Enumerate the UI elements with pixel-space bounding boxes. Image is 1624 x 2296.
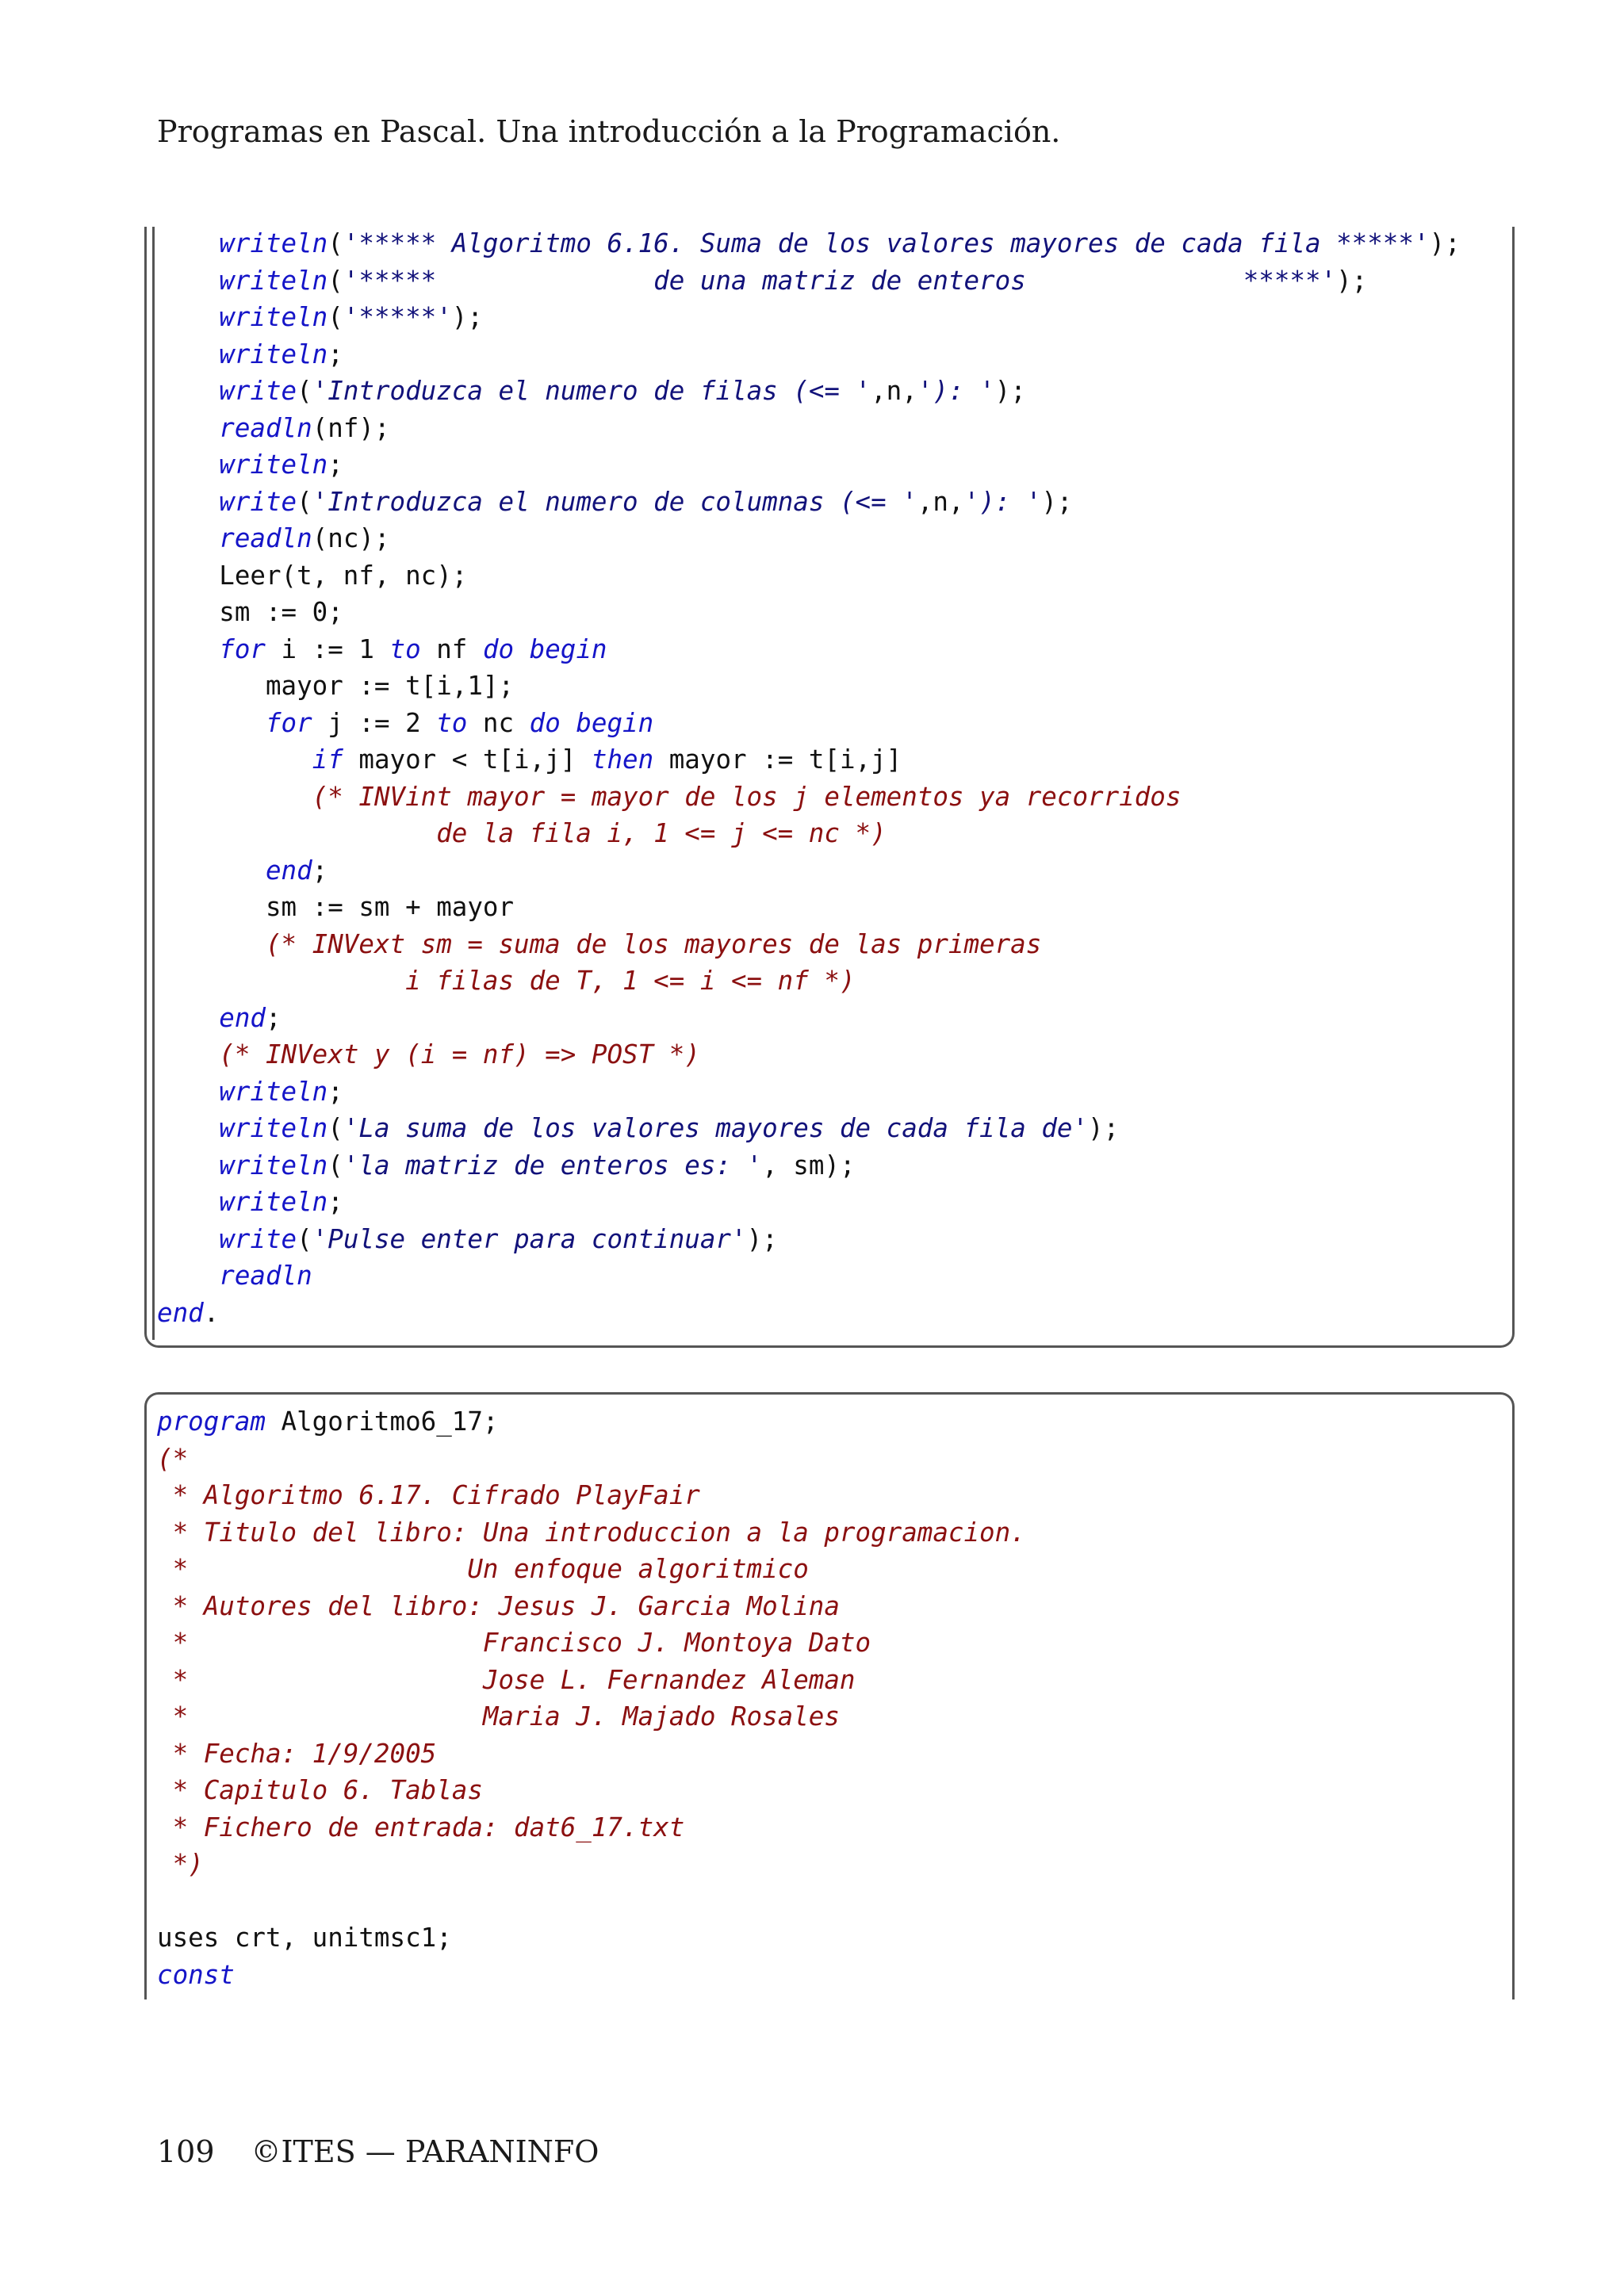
code-comment: * Algoritmo 6.17. Cifrado PlayFair — [157, 1480, 700, 1510]
code-text: ; — [327, 339, 343, 369]
code-text: mayor < t[i,j] — [343, 744, 592, 775]
code-keyword: do begin — [529, 707, 654, 738]
code-line — [157, 1957, 1026, 1994]
code-line — [157, 410, 1461, 447]
code-text — [157, 966, 405, 996]
code-line — [157, 520, 1461, 557]
code-text: mayor := t[i,j] — [653, 744, 902, 775]
code-line — [157, 1883, 1026, 1920]
code-keyword: writeln — [219, 1076, 328, 1107]
code-text — [157, 1003, 219, 1033]
code-keyword: readln — [219, 523, 312, 553]
code-text — [157, 413, 219, 443]
code-comment: * Titulo del libro: Una introduccion a la programacion. — [157, 1517, 1026, 1548]
code-keyword: if — [312, 744, 343, 775]
code-text: ( — [327, 302, 343, 332]
code-string: 'Introduzca el numero de columnas (<= ' — [312, 486, 917, 517]
code-text: ,n, — [871, 376, 917, 406]
code-line — [157, 1257, 1461, 1295]
code-text: ); — [1429, 228, 1461, 258]
code-line — [157, 336, 1461, 373]
code-comment: *) — [157, 1849, 204, 1879]
code-line — [157, 594, 1461, 631]
code-keyword: write — [219, 1223, 297, 1254]
code-line — [157, 1184, 1461, 1221]
code-line — [157, 1624, 1026, 1662]
code-comment: * Fecha: 1/9/2005 — [157, 1738, 437, 1769]
code-comment: i filas de T, 1 <= i <= nf *) — [405, 966, 856, 996]
code-comment: * Autores del libro: Jesus J. Garcia Molina — [157, 1590, 840, 1621]
code-line — [157, 262, 1461, 300]
code-comment: * Capitulo 6. Tablas — [157, 1775, 483, 1805]
code-string: '*****' — [343, 302, 452, 332]
code-line — [157, 1809, 1026, 1846]
code-text — [157, 1187, 219, 1217]
code-line — [157, 1919, 1026, 1957]
code-text: nf — [420, 633, 483, 664]
code-line — [157, 815, 1461, 852]
code-line — [157, 1403, 1026, 1441]
code-text: Leer(t, nf, nc); — [157, 560, 468, 591]
code-text — [157, 929, 266, 959]
code-line — [157, 741, 1461, 779]
code-line — [157, 1477, 1026, 1514]
code-string: '***** Algoritmo 6.16. Suma de los valores mayores de cada fila *****' — [343, 228, 1430, 258]
code-comment: (* INVext sm = suma de los mayores de las primeras — [265, 928, 1042, 959]
code-text: sm := sm + mayor — [157, 892, 515, 922]
code-text: j := 2 — [312, 707, 437, 738]
code-text: ( — [297, 486, 312, 517]
code-text — [157, 1224, 219, 1254]
code-line — [157, 1000, 1461, 1037]
code-keyword: then — [591, 744, 654, 775]
code-text: ( — [327, 265, 343, 296]
code-text — [157, 634, 219, 664]
code-keyword: write — [219, 376, 297, 406]
code-string: 'Introduzca el numero de filas (<= ' — [312, 376, 871, 406]
code-text — [157, 523, 219, 553]
code-line — [157, 1147, 1461, 1184]
code-line — [157, 1110, 1461, 1147]
code-text — [157, 302, 219, 332]
code-line — [157, 668, 1461, 705]
code-line — [157, 1588, 1026, 1625]
code-line — [157, 1221, 1461, 1258]
code-line — [157, 1698, 1026, 1735]
code-text: uses crt, unitmsc1; — [157, 1923, 452, 1953]
code-line — [157, 1036, 1461, 1073]
code-text — [157, 818, 436, 848]
page-number: 109 — [157, 2134, 215, 2169]
code-string: '): ' — [917, 376, 995, 406]
code-line — [157, 1073, 1461, 1111]
code-string: '): ' — [963, 486, 1042, 517]
code-text — [157, 744, 312, 775]
code-keyword: end — [157, 1297, 204, 1328]
code-text: ,n, — [917, 486, 964, 517]
code-line — [157, 373, 1461, 410]
code-keyword: to — [436, 707, 468, 738]
code-line — [157, 1735, 1026, 1773]
code-line — [157, 1514, 1026, 1552]
code-line — [157, 1662, 1026, 1699]
code-text — [157, 266, 219, 296]
code-keyword: to — [389, 633, 421, 664]
copyright-notice: ©ITES — PARANINFO — [251, 2134, 599, 2169]
code-comment: * Jose L. Fernandez Aleman — [157, 1664, 856, 1695]
code-string: '***** de una matriz de enteros *****' — [343, 265, 1337, 296]
code-comment: * Maria J. Majado Rosales — [157, 1701, 840, 1732]
code-text — [157, 339, 219, 369]
code-text — [157, 1150, 219, 1181]
code-text: ; — [312, 855, 328, 886]
code-line — [157, 557, 1461, 595]
code-keyword: writeln — [219, 1187, 328, 1217]
code-string: 'Pulse enter para continuar' — [312, 1223, 747, 1254]
code-line — [157, 889, 1461, 926]
code-text — [157, 1113, 219, 1143]
code-text: sm := 0; — [157, 597, 343, 627]
code-text: ); — [1088, 1113, 1120, 1143]
code-text — [157, 855, 266, 886]
code-text — [157, 487, 219, 517]
code-text: ); — [1041, 486, 1073, 517]
code-keyword: writeln — [219, 228, 328, 258]
code-text — [157, 1261, 219, 1291]
code-comment: de la fila i, 1 <= j <= nc *) — [436, 818, 887, 848]
code-line — [157, 484, 1461, 521]
code-keyword: writeln — [219, 265, 328, 296]
code-line — [157, 1441, 1026, 1478]
code-keyword: end — [265, 855, 312, 886]
frame-inner-rule — [152, 227, 155, 1340]
running-header: Programas en Pascal. Una introducción a la Programación. — [157, 114, 1061, 149]
code-keyword: writeln — [219, 339, 328, 369]
code-line — [157, 705, 1461, 742]
code-line — [157, 852, 1461, 890]
code-keyword: program — [157, 1406, 266, 1437]
code-text: , sm); — [762, 1150, 856, 1181]
code-line — [157, 1295, 1461, 1332]
code-keyword: const — [157, 1959, 235, 1990]
code-keyword: do begin — [482, 633, 607, 664]
code-text — [157, 450, 219, 480]
code-comment: (* INVext y (i = nf) => POST *) — [219, 1039, 700, 1070]
code-text — [157, 1077, 219, 1107]
code-text: ; — [327, 450, 343, 480]
code-keyword: readln — [219, 1261, 312, 1291]
code-text: . — [203, 1297, 220, 1328]
code-keyword: writeln — [219, 1113, 328, 1143]
code-line — [157, 299, 1461, 336]
code-string: 'la matriz de enteros es: ' — [343, 1150, 763, 1181]
code-text: (nf); — [312, 412, 390, 443]
code-line — [157, 1551, 1026, 1588]
code-text: ); — [746, 1223, 778, 1254]
code-text: Algoritmo6_17; — [265, 1406, 499, 1437]
code-comment: * Fichero de entrada: dat6_17.txt — [157, 1812, 685, 1843]
code-comment: (* — [157, 1443, 189, 1474]
code-line — [157, 926, 1461, 963]
code-keyword: end — [219, 1002, 266, 1033]
code-text — [157, 228, 219, 258]
code-line — [157, 631, 1461, 668]
code-text: ; — [327, 1076, 343, 1107]
code-line — [157, 779, 1461, 816]
code-line — [157, 1846, 1026, 1883]
code-keyword: for — [265, 707, 312, 738]
code-keyword: write — [219, 486, 297, 517]
code-text: ); — [1336, 265, 1368, 296]
code-text: ( — [327, 1113, 343, 1143]
code-text: (nc); — [312, 523, 390, 553]
code-line — [157, 446, 1461, 484]
code-text: ( — [327, 1150, 343, 1181]
code-text — [157, 782, 312, 812]
code-keyword: for — [219, 633, 266, 664]
code-text — [157, 376, 219, 406]
code-text: ); — [451, 302, 483, 332]
code-comment: * Francisco J. Montoya Dato — [157, 1628, 871, 1658]
code-text — [157, 1039, 219, 1070]
code-text: ); — [994, 376, 1026, 406]
code-string: 'La suma de los valores mayores de cada fila de' — [343, 1113, 1089, 1143]
code-text: ( — [327, 228, 343, 258]
code-line — [157, 962, 1461, 1000]
code-text: nc — [467, 707, 530, 738]
code-line — [157, 225, 1461, 262]
code-keyword: writeln — [219, 450, 328, 480]
code-text: ( — [297, 1223, 312, 1254]
code-listing-algoritmo-6-16-end — [157, 225, 1461, 1331]
code-listing-algoritmo-6-17 — [157, 1403, 1026, 1993]
code-text: ; — [265, 1002, 282, 1033]
code-text: i := 1 — [265, 633, 390, 664]
code-comment: (* INVint mayor = mayor de los j elementos ya recorridos — [312, 781, 1182, 812]
code-text: mayor := t[i,1]; — [157, 671, 515, 701]
code-text: ; — [327, 1187, 343, 1217]
code-text: ( — [297, 376, 312, 406]
page-footer — [157, 2134, 599, 2169]
code-text — [157, 708, 266, 738]
code-comment: * Un enfoque algoritmico — [157, 1554, 809, 1584]
code-keyword: writeln — [219, 302, 328, 332]
code-line — [157, 1772, 1026, 1809]
code-keyword: readln — [219, 412, 312, 443]
code-keyword: writeln — [219, 1150, 328, 1181]
